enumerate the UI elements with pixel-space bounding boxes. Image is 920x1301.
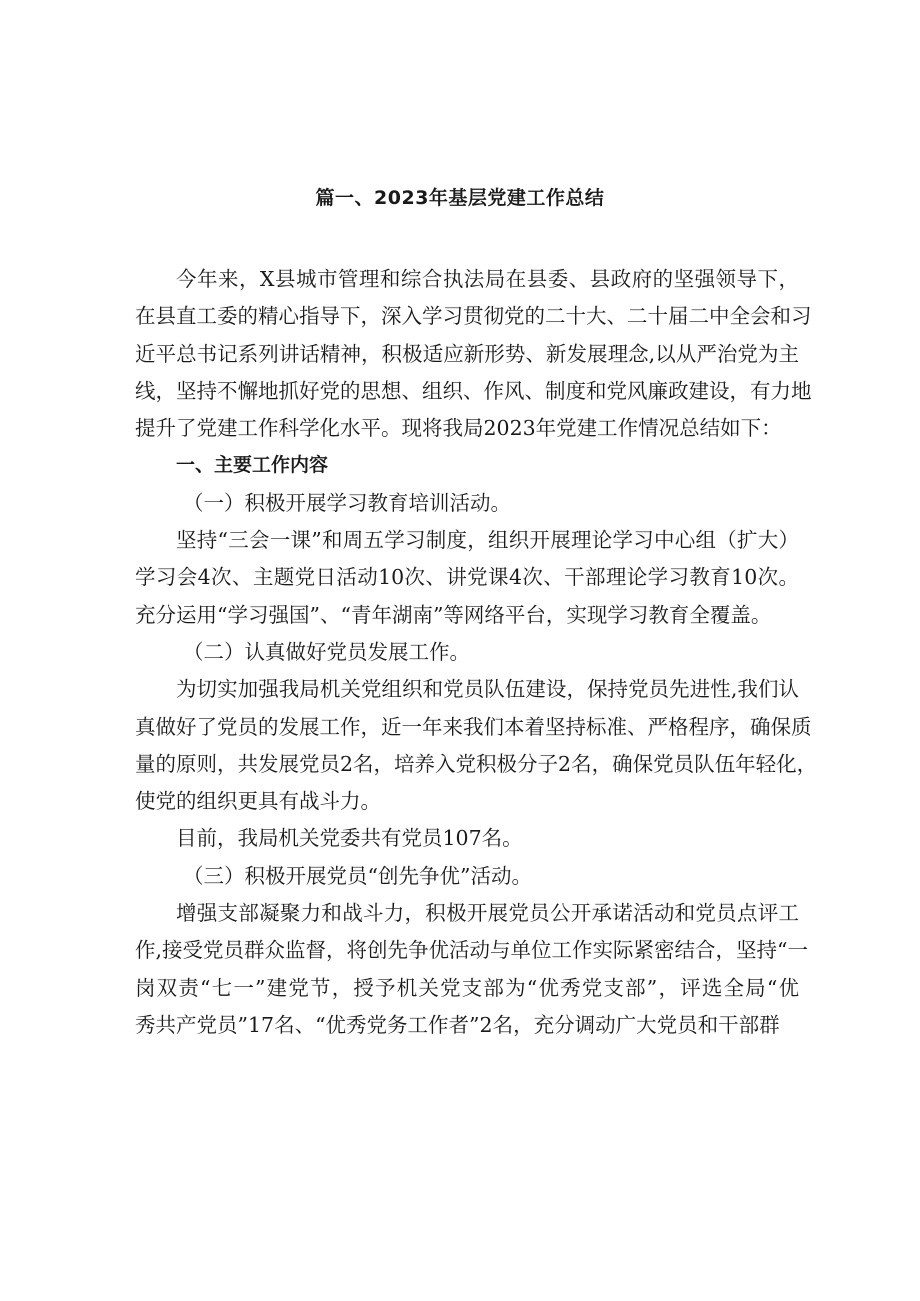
text-line: 提升了党建工作科学化水平。现将我局2023年党建工作情况总结如下： bbox=[135, 416, 782, 441]
document-title: 篇一、2023年基层党建工作总结 bbox=[315, 187, 605, 209]
text-line: 线，坚持不懈地抓好党的思想、组织、作风、制度和党风廉政建设，有力地 bbox=[135, 378, 812, 403]
text-line: （一）积极开展学习教育培训活动。 bbox=[183, 490, 511, 515]
text-line: 岗双责“七一”建党节，授予机关党支部为“优秀党支部”，评选全局“优 bbox=[135, 975, 799, 1000]
text-line: 坚持“三会一课”和周五学习制度，组织开展理论学习中心组（扩大） bbox=[176, 528, 799, 553]
section-heading bbox=[135, 447, 799, 484]
text-line: （二）认真做好党员发展工作。 bbox=[183, 639, 470, 664]
subsection-heading bbox=[135, 858, 799, 895]
paragraph bbox=[135, 820, 799, 857]
paragraph bbox=[135, 261, 812, 447]
subsection-heading bbox=[135, 634, 799, 671]
text-line: 在县直工委的精心指导下，深入学习贯彻党的二十大、二十届二中全会和习 bbox=[135, 304, 812, 329]
text-line: 秀共产党员”17名、“优秀党务工作者”2名，充分调动广大党员和干部群 bbox=[135, 1012, 780, 1037]
text-line: 一、主要工作内容 bbox=[176, 454, 329, 477]
text-line: 增强支部凝聚力和战斗力，积极开展党员公开承诺活动和党员点评工 bbox=[176, 901, 799, 926]
document-body bbox=[135, 261, 818, 1044]
text-line: 真做好了党员的发展工作，近一年来我们本着坚持标准、严格程序，确保质 bbox=[135, 714, 812, 739]
text-line: 学习会4次、主题党日活动10次、讲党课4次、干部理论学习教育10次。 bbox=[135, 565, 799, 590]
text-line: 今年来，X县城市管理和综合执法局在县委、县政府的坚强领导下， bbox=[176, 267, 799, 291]
text-line: 为切实加强我局机关党组织和党员队伍建设，保持党员先进性,我们认 bbox=[176, 677, 799, 702]
text-line: 目前，我局机关党委共有党员107名。 bbox=[176, 826, 523, 851]
paragraph bbox=[135, 671, 818, 820]
text-line: 近平总书记系列讲话精神，积极适应新形势、新发展理念,以从严治党为主 bbox=[135, 341, 799, 366]
subsection-heading bbox=[135, 485, 799, 522]
text-line: （三）积极开展党员“创先争优”活动。 bbox=[183, 863, 532, 888]
paragraph bbox=[135, 895, 808, 1044]
text-line: 充分运用“学习强国”、“青年湖南”等网络平台，实现学习教育全覆盖。 bbox=[135, 602, 772, 627]
paragraph bbox=[135, 522, 799, 634]
text-line: 作,接受党员群众监督，将创先争优活动与单位工作实际紧密结合，坚持“一 bbox=[135, 938, 808, 963]
text-line: 量的原则，共发展党员2名，培养入党积极分子2名，确保党员队伍年轻化， bbox=[135, 751, 818, 776]
text-line: 使党的组织更具有战斗力。 bbox=[135, 789, 381, 814]
